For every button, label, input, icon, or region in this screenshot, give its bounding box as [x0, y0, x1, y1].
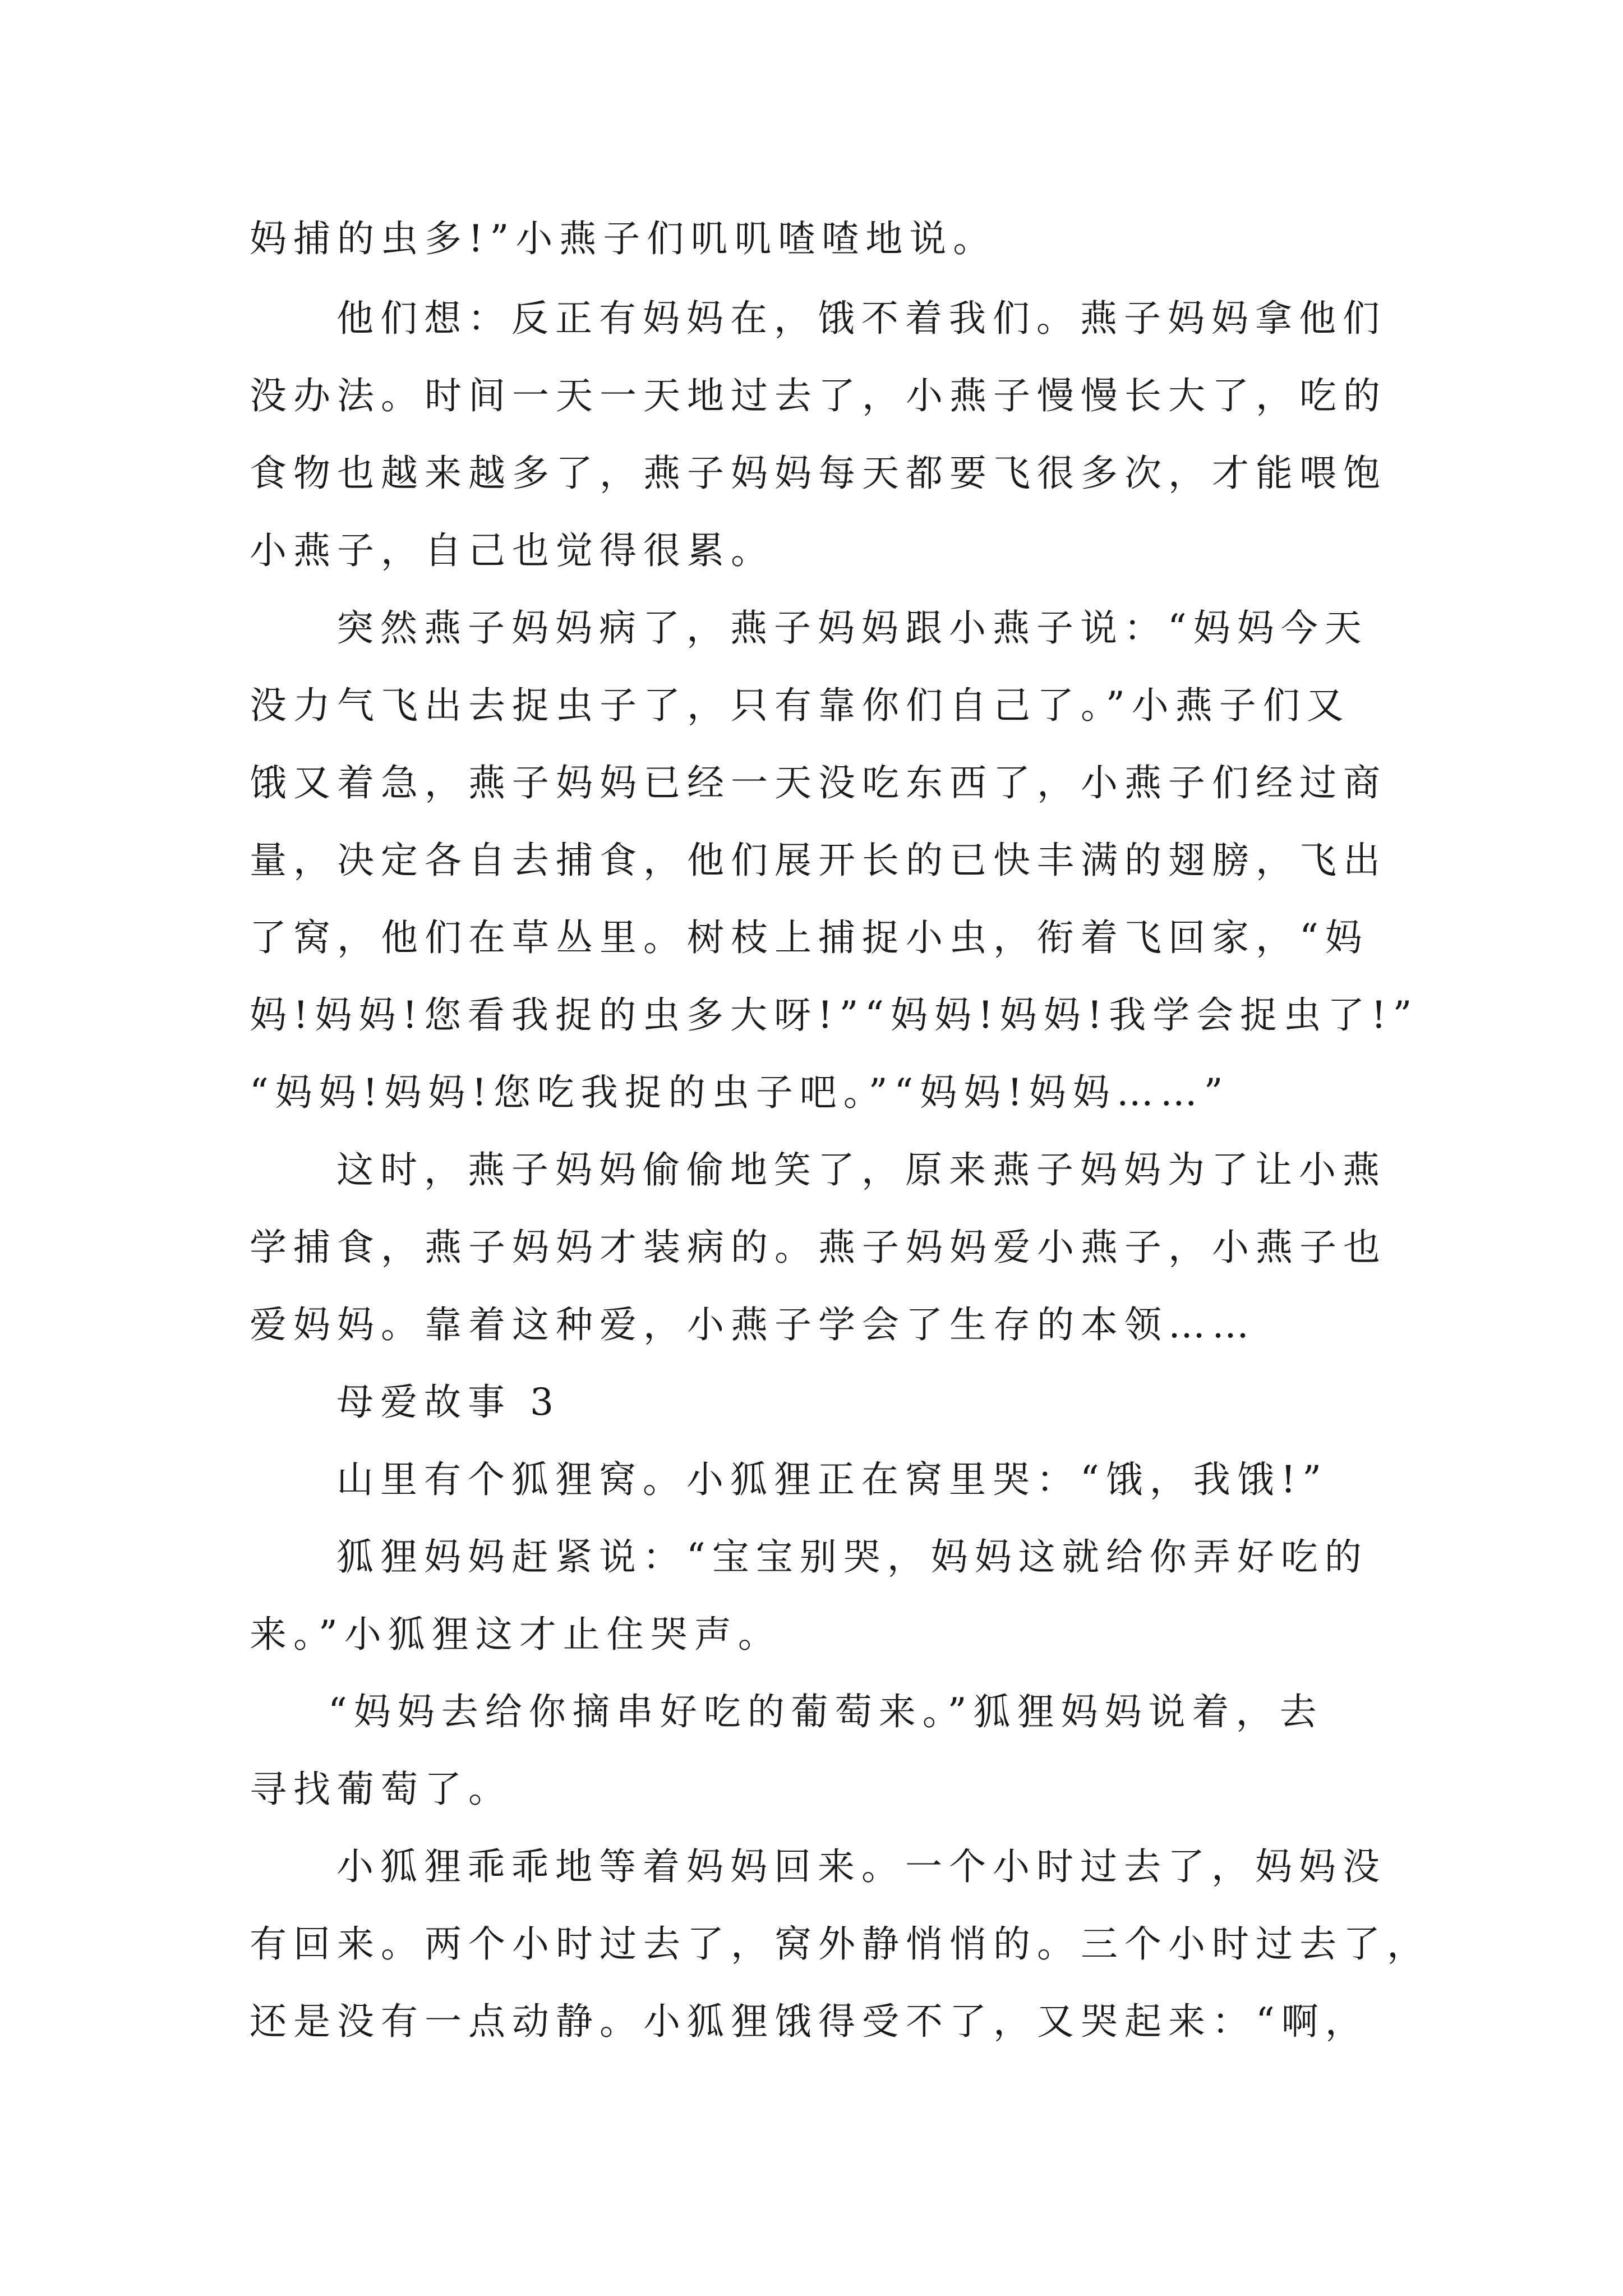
text-line: “妈妈去给你摘串好吃的葡萄来。”狐狸妈妈说着，去 — [328, 1690, 1324, 1733]
text-line: 爱妈妈。靠着这种爱，小燕子学会了生存的本领…… — [250, 1303, 1256, 1346]
text-line: “妈妈!妈妈!您吃我捉的虫子吧。”“妈妈!妈妈……” — [250, 1071, 1230, 1114]
text-line: 突然燕子妈妈病了，燕子妈妈跟小燕子说：“妈妈今天 — [336, 606, 1368, 650]
text-line: 量，决定各自去捕食，他们展开长的已快丰满的翅膀，飞出 — [250, 839, 1387, 882]
text-line: 有回来。两个小时过去了，窝外静悄悄的。三个小时过去了， — [250, 1922, 1431, 1966]
text-line: 他们想：反正有妈妈在，饿不着我们。燕子妈妈拿他们 — [336, 297, 1386, 340]
text-line: 没力气飞出去捉虫子了，只有靠你们自己了。”小燕子们又 — [250, 684, 1350, 727]
text-line: 饿又着急，燕子妈妈已经一天没吃东西了，小燕子们经过商 — [250, 761, 1387, 804]
text-line: 了窝，他们在草丛里。树枝上捕捉小虫，衔着飞回家，“妈 — [250, 916, 1369, 959]
text-line: 小狐狸乖乖地等着妈妈回来。一个小时过去了，妈妈没 — [336, 1845, 1386, 1888]
text-line: 寻找葡萄了。 — [250, 1768, 512, 1811]
text-line: 妈捕的虫多!”小燕子们叽叽喳喳地说。 — [250, 217, 997, 260]
text-line: 没办法。时间一天一天地过去了，小燕子慢慢长大了，吃的 — [250, 374, 1387, 417]
text-line: 狐狸妈妈赶紧说：“宝宝别哭，妈妈这就给你弄好吃的 — [336, 1535, 1368, 1579]
text-line: 妈!妈妈!您看我捉的虫多大呀!”“妈妈!妈妈!我学会捉虫了!” — [250, 993, 1419, 1037]
text-line: 来。”小狐狸这才止住哭声。 — [250, 1613, 782, 1656]
text-line: 山里有个狐狸窝。小狐狸正在窝里哭：“饿，我饿!” — [336, 1458, 1329, 1501]
text-line: 小燕子，自己也觉得很累。 — [250, 529, 774, 572]
text-line: 学捕食，燕子妈妈才装病的。燕子妈妈爱小燕子，小燕子也 — [250, 1226, 1387, 1269]
section-heading: 母爱故事 3 — [336, 1381, 560, 1424]
text-line: 食物也越来越多了，燕子妈妈每天都要飞很多次，才能喂饱 — [250, 452, 1387, 495]
text-line: 这时，燕子妈妈偷偷地笑了，原来燕子妈妈为了让小燕 — [336, 1148, 1386, 1191]
text-line: 还是没有一点动静。小狐狸饿得受不了，又哭起来：“啊， — [250, 2000, 1369, 2043]
